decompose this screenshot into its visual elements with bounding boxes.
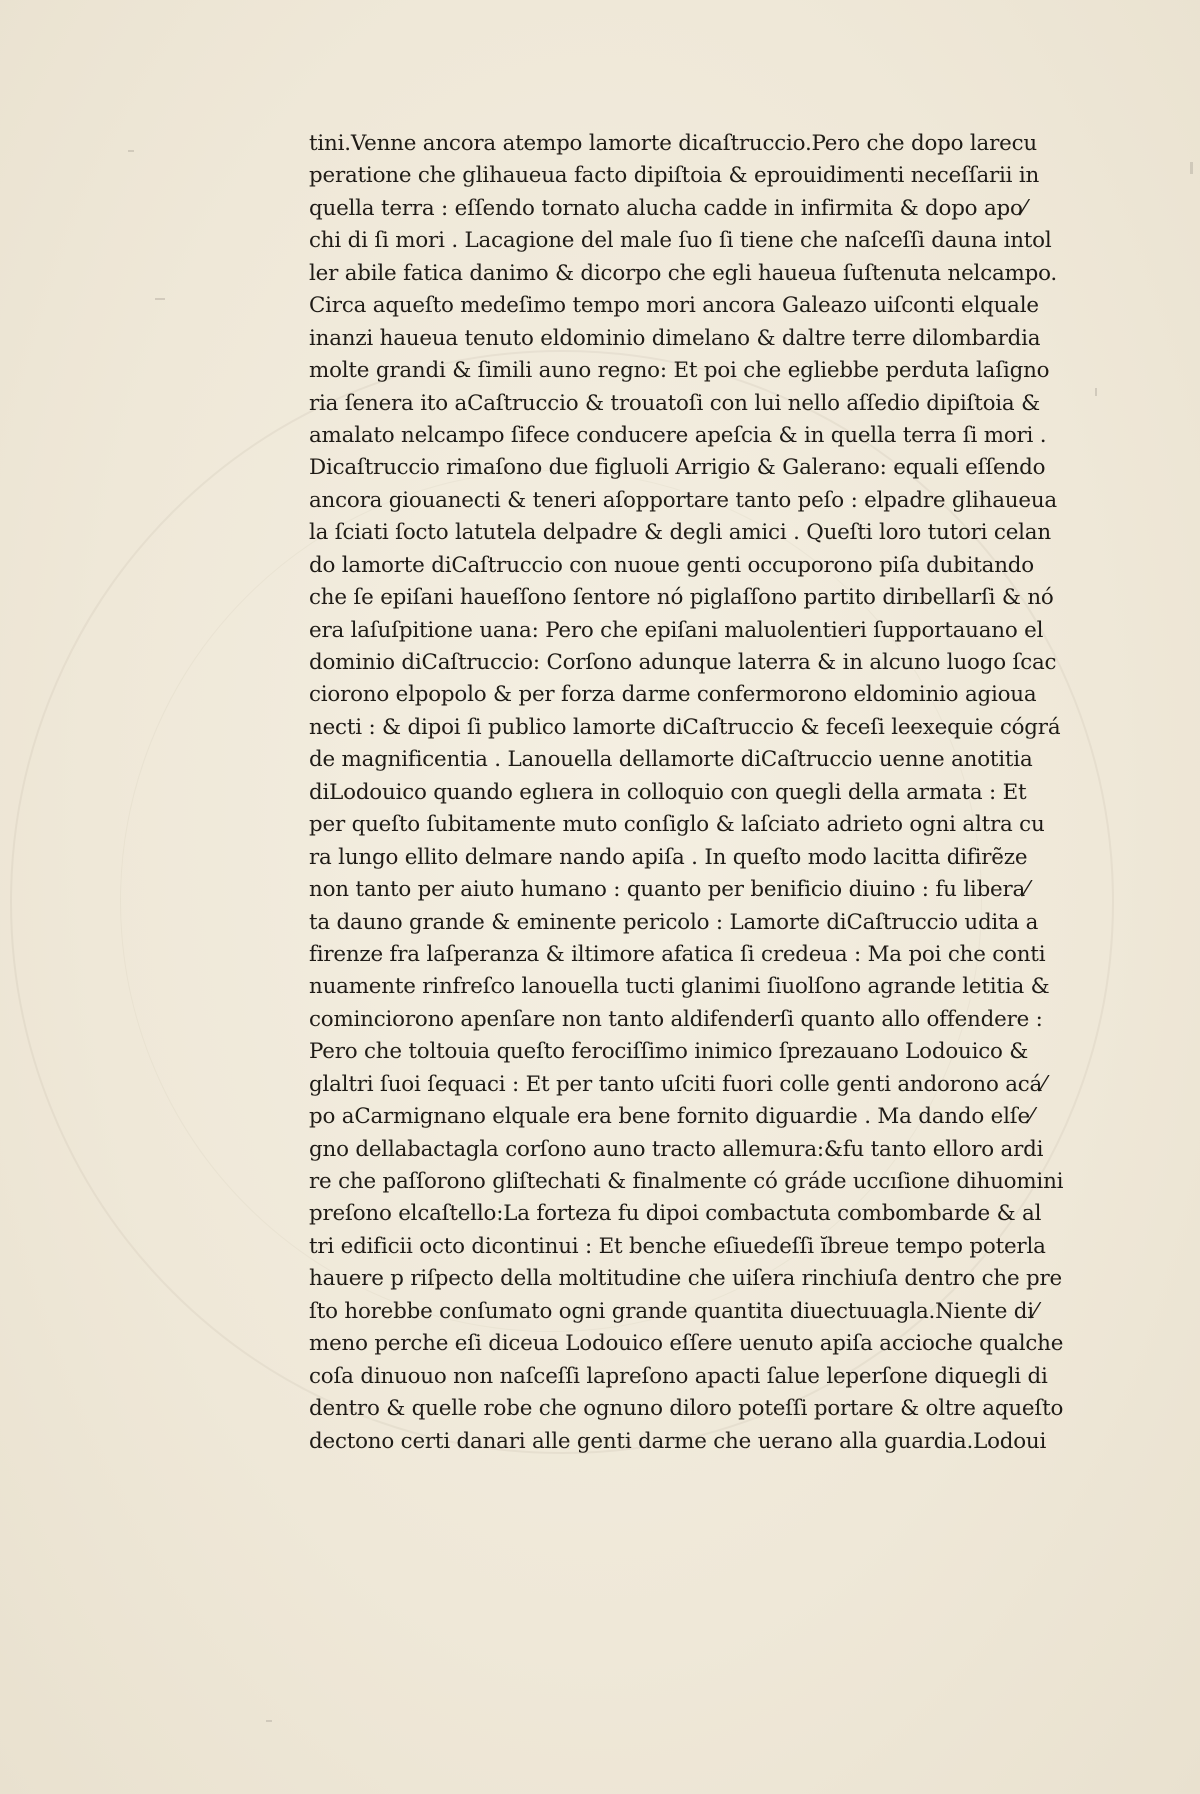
text-line: do lamorte diCaſtruccio con nuoue genti occuporono piſa dubitando: [309, 552, 1034, 578]
text-line: hauere p riſpecto della moltitudine che uiſera rinchiuſa dentro che pre: [309, 1266, 1062, 1292]
text-line: ſto horebbe conſumato ogni grande quantita diuectuuagla.Niente di⁄: [309, 1298, 1038, 1324]
text-line: diLodouico quando eglıera in colloquio con quegli della armata : Et: [309, 779, 1027, 805]
text-line: firenze fra laſperanza & iltimore afatica ſi credeua : Ma poi che conti: [309, 941, 1046, 967]
text-line: preſono elcaſtello:La forteza fu dipoi combactuta combombarde & al: [309, 1201, 1042, 1227]
paper-speck: [1190, 162, 1193, 174]
text-line: dectono certi danari alle genti darme che uerano alla guardia.Lodoui: [309, 1428, 1047, 1454]
text-line: necti : & dipoi ſi publico lamorte diCaſtruccio & feceſi leexequie cógrá: [309, 714, 1061, 740]
text-line: tri edificii octo dicontinui : Et benche eſiuedeſſi ĭbreue tempo poterla: [309, 1233, 1046, 1259]
text-block: [309, 128, 1089, 1458]
text-line: chi di ſi mori . Lacagione del male ſuo ſi tiene che naſceſſi dauna intol: [309, 228, 1052, 254]
paper-speck: [1095, 388, 1097, 396]
text-line: per queſto ſubitamente muto conſiglo & laſciato adrieto ogni altra cu: [309, 812, 1045, 838]
text-line: meno perche eſi diceua Lodouico eſſere uenuto apiſa accioche qualche: [309, 1331, 1064, 1357]
text-line: ta dauno grande & eminente pericolo : Lamorte diCaſtruccio udita a: [309, 909, 1039, 935]
text-line: peratione che glihaueua facto dipiſtoia & eprouidimenti neceſſarii in: [309, 163, 1040, 189]
text-line: re che paſſorono gliſtechati & finalmente có gráde uccıſione dihuomini: [309, 1169, 1064, 1194]
text-line: Dicaſtruccio rimaſono due figluoli Arrigio & Galerano: equali eſſendo: [309, 455, 1046, 481]
text-line: Circa aqueſto medeſimo tempo mori ancora Galeazo uiſconti elquale: [309, 293, 1039, 319]
text-line: la ſciati ſocto latutela delpadre & degli amici . Queſti loro tutori celan: [309, 520, 1051, 546]
text-line: gno dellabactagla corſono auno tracto allemura:&fu tanto elloro ardi: [309, 1136, 1044, 1162]
text-line: non tanto per aiuto humano : quanto per benificio diuino : fu libera⁄: [309, 877, 1029, 903]
text-line: era laſuſpitione uana: Pero che epiſani maluolentieri ſupportauano el: [309, 617, 1044, 643]
text-line: quella terra : eſſendo tornato alucha cadde in infirmita & dopo apo⁄: [309, 195, 1027, 221]
paper-speck: [266, 1720, 272, 1722]
text-line: ria ſenera ito aCaſtruccio & trouatoſi con lui nello aſſedio dipiſtoia &: [309, 390, 1040, 416]
text-line: che ſe epiſani haueſſono ſentore nó piglaſſono partito dirıbellarſi & nó: [309, 585, 1054, 611]
text-line: ra lungo ellito delmare nando apiſa . In queſto modo lacitta difirẽze: [309, 844, 1028, 870]
text-line: ciorono elpopolo & per forza darme confermorono eldominio agioua: [309, 682, 1037, 708]
text-line: po aCarmignano elquale era bene fornito diguardie . Ma dando elſe⁄: [309, 1104, 1034, 1130]
text-line: de magnificentia . Lanouella dellamorte diCaſtruccio uenne anotitia: [309, 747, 1033, 773]
text-line: coſa dinuouo non naſceſſi lapreſono apacti ſalue leperſone diquegli di: [309, 1363, 1048, 1389]
text-line: glaltri ſuoi ſequaci : Et per tanto uſciti fuori colle genti andorono acá⁄: [309, 1071, 1046, 1097]
paper-speck: [155, 298, 165, 300]
text-line: dominio diCaſtruccio: Corſono adunque laterra & in alcuno luogo ſcac: [309, 650, 1057, 675]
text-line: tini.Venne ancora atempo lamorte dicaſtruccio.Pero che dopo larecu: [309, 131, 1037, 156]
text-line: ler abile fatica danimo & dicorpo che egli haueua ſuſtenuta nelcampo.: [309, 260, 1058, 286]
text-line: Pero che toltouia queſto ferociſſimo inimico ſprezauano Lodouico &: [309, 1039, 1029, 1065]
text-line: molte grandi & ſimili auno regno: Et poi che egliebbe perduta laſigno: [309, 358, 1050, 384]
text-line: amalato nelcampo ſifece conducere apeſcia & in quella terra ſi mori .: [309, 422, 1047, 448]
text-line: cominciorono apenſare non tanto aldifenderſi quanto allo offendere :: [309, 1006, 1043, 1032]
text-line: nuamente rinfreſco lanouella tucti glanimi ſiuolſono agrande letitia &: [309, 974, 1050, 1000]
text-line: ancora giouanecti & teneri aſopportare tanto peſo : elpadre glihaueua: [309, 487, 1057, 513]
text-line: dentro & quelle robe che ognuno diloro poteſſi portare & oltre aqueſto: [309, 1396, 1064, 1422]
paper-speck: [128, 150, 134, 152]
text-line: inanzi haueua tenuto eldominio dimelano & daltre terre dilombardia: [309, 325, 1041, 351]
